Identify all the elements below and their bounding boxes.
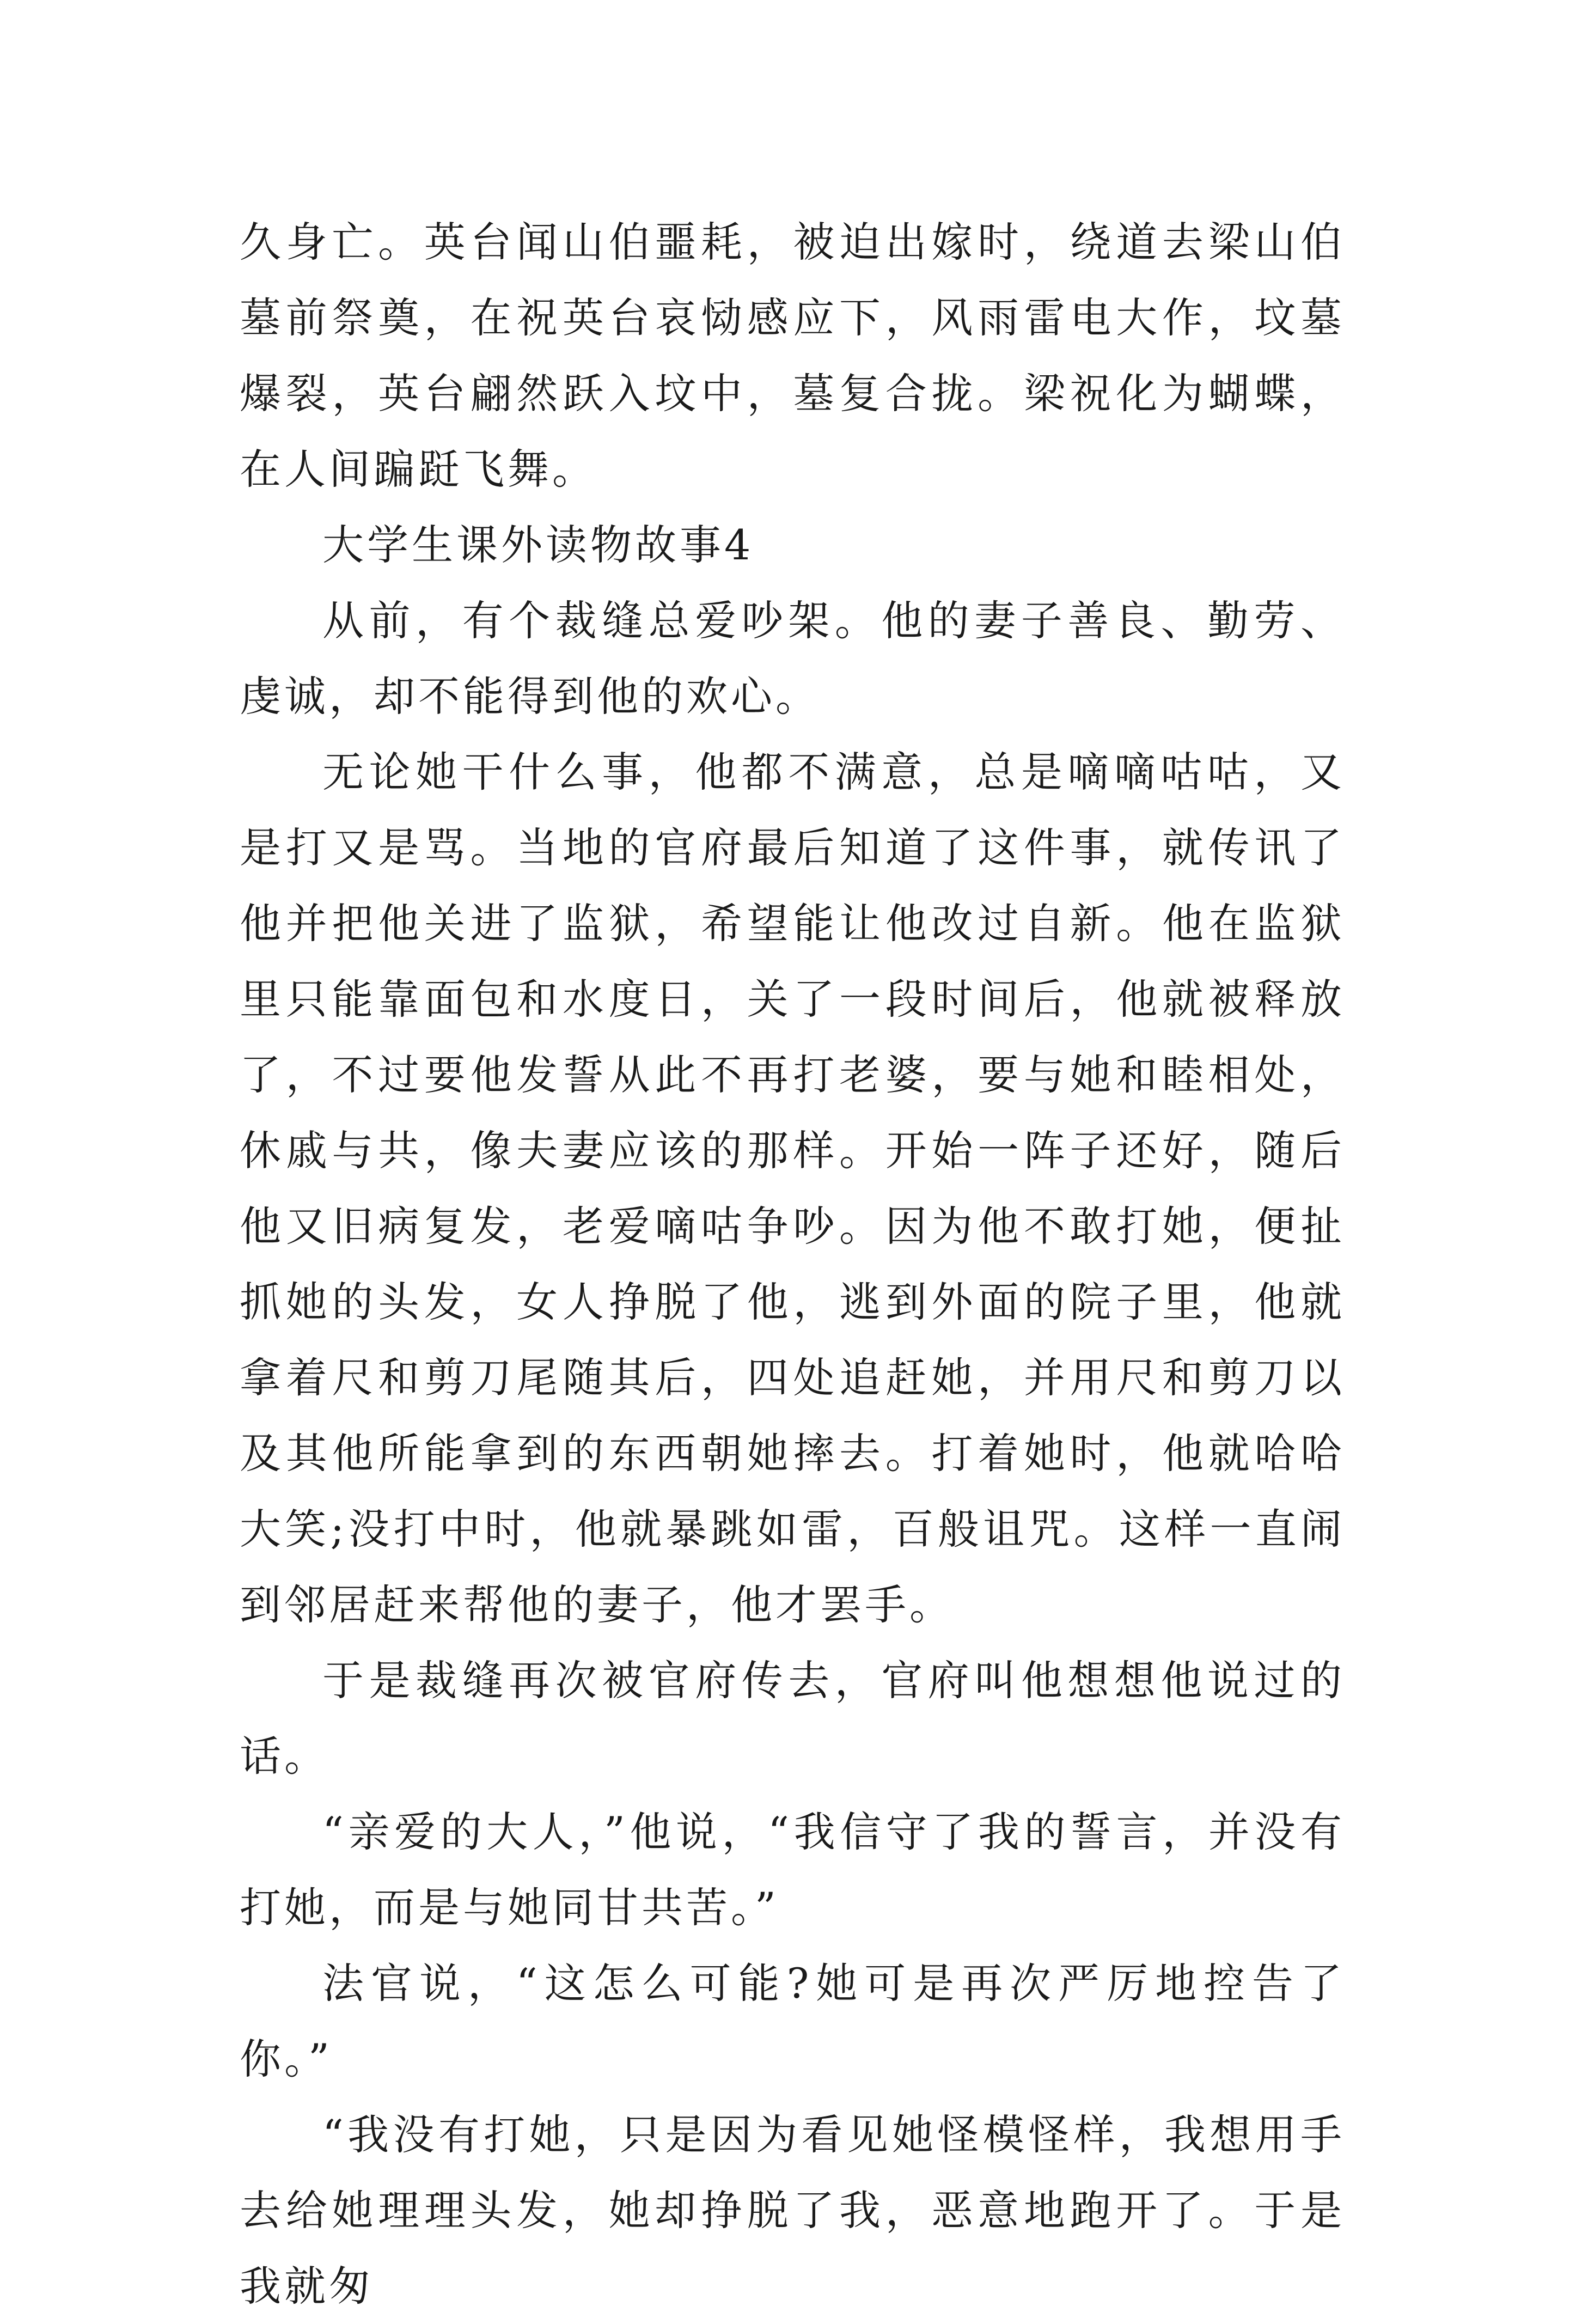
paragraph: 于是裁缝再次被官府传去，官府叫他想想他说过的话。 [240, 1656, 1345, 1780]
paragraph: “亲爱的大人，”他说，“我信守了我的誓言，并没有打她，而是与她同甘共苦。” [240, 1808, 1345, 1932]
paragraph: 久身亡。英台闻山伯噩耗，被迫出嫁时，绕道去梁山伯墓前祭奠，在祝英台哀恸感应下，风雨雷电大作，坟墓爆裂，英台翩然跃入坟中，墓复合拢。梁祝化为蝴蝶，在人间蹁跹飞舞。 [240, 218, 1345, 493]
document-body [240, 204, 1345, 2324]
section-heading: 大学生课外读物故事4 [322, 521, 754, 569]
paragraph: 从前，有个裁缝总爱吵架。他的妻子善良、勤劳、虔诚，却不能得到他的欢心。 [240, 596, 1345, 721]
paragraph: “我没有打她，只是因为看见她怪模怪样，我想用手去给她理理头发，她却挣脱了我，恶意地跑开了。于是我就匆 [240, 2110, 1345, 2310]
paragraph: 无论她干什么事，他都不满意，总是嘀嘀咕咕，又是打又是骂。当地的官府最后知道了这件事，就传讯了他并把他关进了监狱，希望能让他改过自新。他在监狱里只能靠面包和水度日，关了一段时间后，他就被释放了，不过要他发誓从此不再打老婆，要与她和睦相处，休戚与共，像夫妻应该的那样。开始一阵子还好，随后他又旧病复发，老爱嘀咕争吵。因为他不敢打她，便扯抓她的头发，女人挣脱了他，逃到外面的院子里，他就拿着尺和剪刀尾随其后，四处追赶她，并用尺和剪刀以及其他所能拿到的东西朝她摔去。打着她时，他就哈哈大笑;没打中时，他就暴跳如雷，百般诅咒。这样一直闹到邻居赶来帮他的妻子，他才罢手。 [240, 748, 1345, 1629]
paragraph: 法官说，“这怎么可能?她可是再次严厉地控告了你。” [240, 1959, 1345, 2083]
